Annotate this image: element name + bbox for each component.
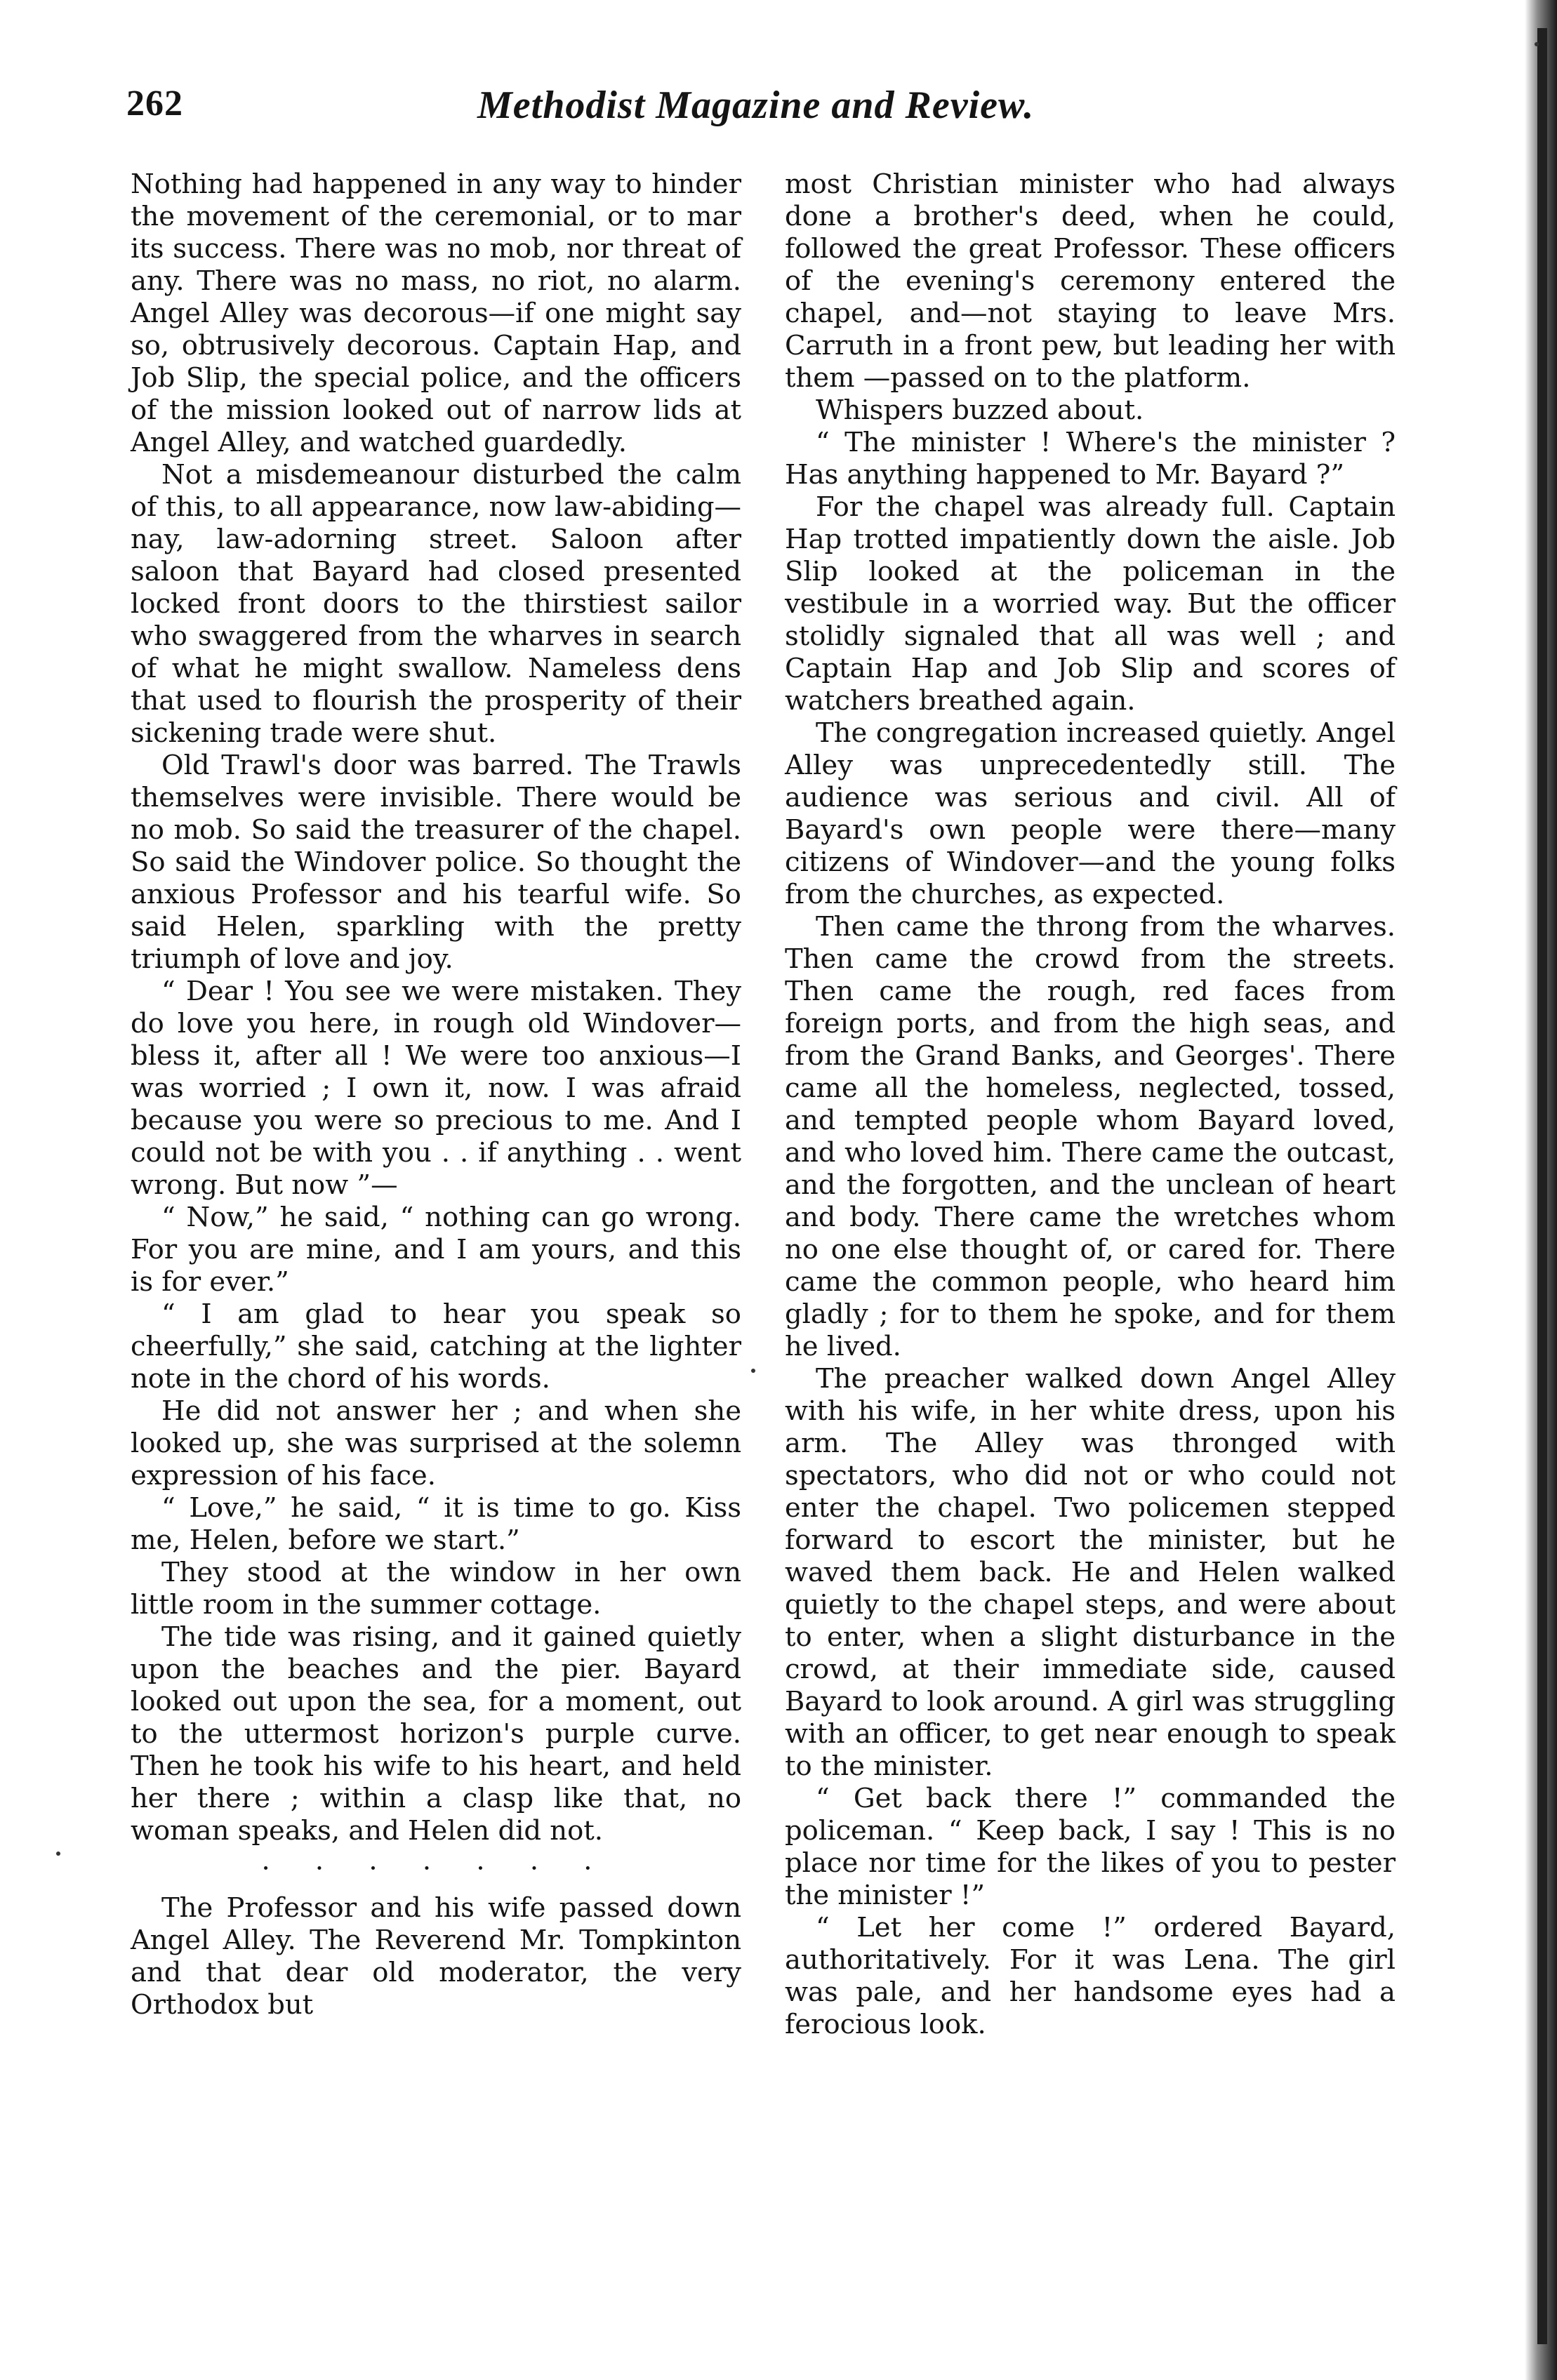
section-break: · · · · · · · bbox=[261, 1853, 611, 1884]
paragraph: Then came the throng from the wharves. Then came the crowd from the streets. Then came the rough, red faces from foreign ports, and from the high seas, and from the Grand Banks, and Georges'. There came all the homeless, neglected, tossed, and tempted people whom Bayard loved, and who loved him. There came the outcast, and the forgotten, and the unclean of heart and body. There came the wretches whom no one else thought of, or cared for. There came the common people, who heard him gladly ; for to them he spoke, and for them he lived. bbox=[785, 911, 1396, 1362]
paragraph: The congregation increased quietly. Angel Alley was unprecedentedly still. The audience was serious and civil. All of Bayard's own people were there—many citizens of Windover—and the young folks from the churches, as expected. bbox=[785, 717, 1396, 910]
scan-speck bbox=[1535, 42, 1539, 46]
paragraph: “ Now,” he said, “ nothing can go wrong. For you are mine, and I am yours, and this is for ever.” bbox=[131, 1202, 741, 1298]
paragraph: The Professor and his wife passed down Angel Alley. The Reverend Mr. Tompkinton and that dear old moderator, the very Orthodox but bbox=[131, 1892, 741, 2021]
paragraph: He did not answer her ; and when she looked up, she was surprised at the solemn expression of his face. bbox=[131, 1395, 741, 1491]
paragraph: For the chapel was already full. Captain Hap trotted impatiently down the aisle. Job Slip looked at the policeman in the vestibule in a worried way. But the officer stolidly signaled that all was well ; and Captain Hap and Job Slip and scores of watchers breathed again. bbox=[785, 491, 1396, 717]
paragraph: “ Get back there !” commanded the policeman. “ Keep back, I say ! This is no place nor time for the likes of you to pester the minister !” bbox=[785, 1783, 1396, 1911]
paragraph: Whispers buzzed about. bbox=[816, 394, 1144, 426]
paragraph: “ I am glad to hear you speak so cheerfully,” she said, catching at the lighter note in the chord of his words. bbox=[131, 1298, 741, 1395]
paragraph: “ The minister ! Where's the minister ? Has anything happened to Mr. Bayard ?” bbox=[785, 427, 1396, 491]
paragraph: Nothing had happened in any way to hinder the movement of the ceremonial, or to mar its success. There was no mob, nor threat of any. There was no mass, no riot, no alarm. Angel Alley was decorous—if one might say so, obtrusively decorous. Captain Hap, and Job Slip, the special police, and the officers of the mission looked out of narrow lids at Angel Alley, and watched guardedly. bbox=[131, 168, 741, 458]
paragraph: “ Love,” he said, “ it is time to go. Kiss me, Helen, before we start.” bbox=[131, 1492, 741, 1556]
paragraph: “ Let her come !” ordered Bayard, authoritatively. For it was Lena. The girl was pale, and her handsome eyes had a ferocious look. bbox=[785, 1912, 1396, 2040]
paragraph: “ Dear ! You see we were mistaken. They do love you here, in rough old Windover—bless it, after all ! We were too anxious—I was worried ; I own it, now. I was afraid because you were so precious to me. And I could not be with you . . if anything . . went wrong. But now ”— bbox=[131, 976, 741, 1201]
page-number: 262 bbox=[126, 84, 183, 124]
scan-speck bbox=[56, 1852, 60, 1856]
left-text-column bbox=[131, 168, 741, 2021]
page-header bbox=[126, 83, 1411, 139]
paragraph: most Christian minister who had always done a brother's deed, when he could, followed the great Professor. These officers of the evening's ceremony entered the chapel, and—not staying to leave Mrs. Carruth in a front pew, but leading her with them —passed on to the platform. bbox=[785, 168, 1396, 394]
running-title: Methodist Magazine and Review. bbox=[477, 84, 1035, 127]
paragraph: Not a misdemeanour disturbed the calm of this, to all appearance, now law-abiding—nay, law-adorning street. Saloon after saloon that Bayard had closed presented locked front doors to the thirstiest sailor who swaggered from the wharves in search of what he might swallow. Nameless dens that used to flourish the prosperity of their sickening trade were shut. bbox=[131, 459, 741, 749]
right-text-column bbox=[785, 168, 1396, 2041]
paragraph: They stood at the window in her own little room in the summer cottage. bbox=[131, 1557, 741, 1621]
scan-edge-band bbox=[1537, 28, 1547, 2344]
scan-speck bbox=[751, 1369, 755, 1373]
paragraph: Old Trawl's door was barred. The Trawls themselves were invisible. There would be no mob. So said the treasurer of the chapel. So said the Windover police. So thought the anxious Professor and his tearful wife. So said Helen, sparkling with the pretty triumph of love and joy. bbox=[131, 750, 741, 975]
paragraph: The tide was rising, and it gained quietly upon the beaches and the pier. Bayard looked out upon the sea, for a moment, out to the uttermost horizon's purple curve. Then he took his wife to his heart, and held her there ; within a clasp like that, no woman speaks, and Helen did not. bbox=[131, 1621, 741, 1847]
paragraph: The preacher walked down Angel Alley with his wife, in her white dress, upon his arm. The Alley was thronged with spectators, who did not or who could not enter the chapel. Two policemen stepped forward to escort the minister, but he waved them back. He and Helen walked quietly to the chapel steps, and were about to enter, when a slight disturbance in the crowd, at their immediate side, caused Bayard to look around. A girl was struggling with an officer, to get near enough to speak to the minister. bbox=[785, 1363, 1396, 1782]
